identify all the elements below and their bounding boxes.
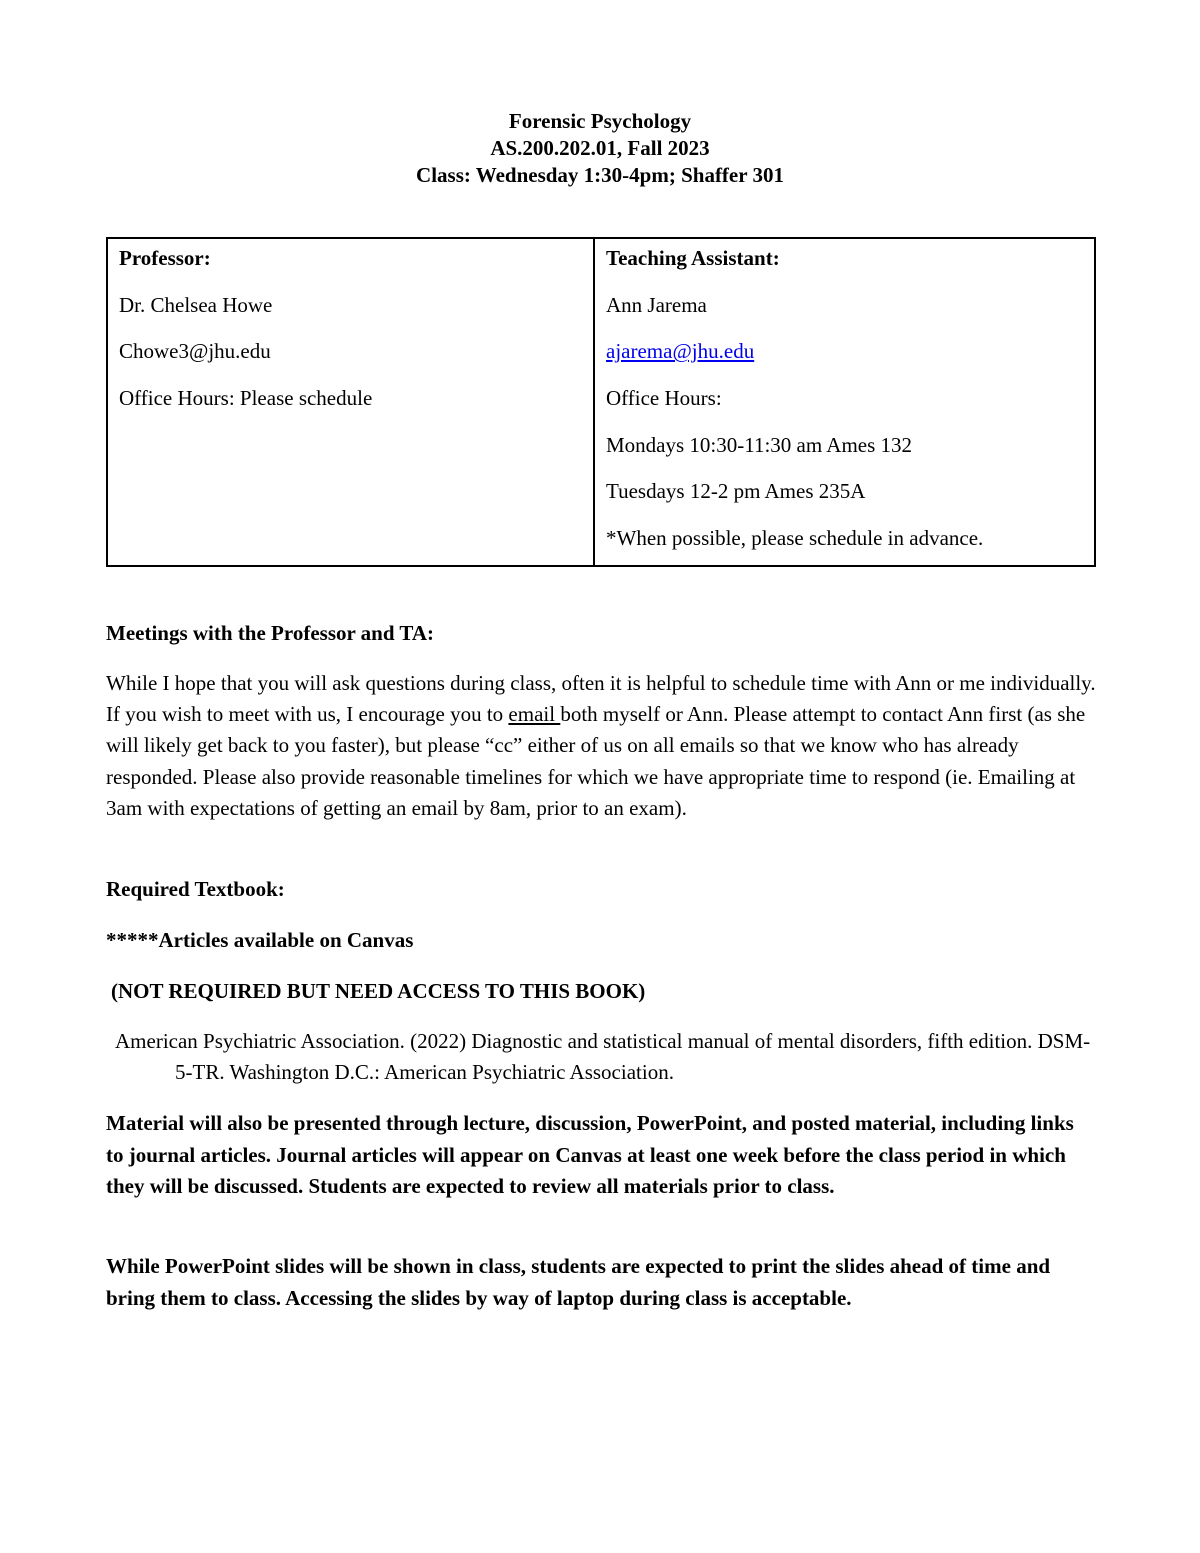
meetings-text-before: While I hope that you will ask questions during class, often it is helpful to schedule time with Ann or me individually. If you wish to meet with us, I encourage you to [106,671,1096,727]
ta-schedule-note: *When possible, please schedule in advance. [606,526,984,551]
class-info: Class: Wednesday 1:30-4pm; Shaffer 301 [416,163,784,187]
professor-heading: Professor: [119,246,211,270]
articles-note: *****Articles available on Canvas [106,928,414,952]
ta-column [595,239,1094,565]
email-link[interactable]: email [508,702,561,727]
ta-hours-monday: Mondays 10:30-11:30 am Ames 132 [606,432,913,457]
ta-name: Ann Jarema [606,292,707,317]
textbook-heading: Required Textbook: [106,877,285,901]
textbook-citation: American Psychiatric Association. (2022) Diagnostic and statistical manual of mental disorders, fifth edition. DSM-5-TR. Washington D.C.: American Psychiatric Association. [115,1029,1091,1084]
ta-hours-tuesday: Tuesdays 12-2 pm Ames 235A [606,479,866,504]
meetings-heading: Meetings with the Professor and TA: [106,621,435,645]
professor-office-hours: Office Hours: Please schedule [119,386,373,411]
meetings-paragraph [106,668,1096,824]
course-header [0,108,1200,189]
powerpoint-paragraph: While PowerPoint slides will be shown in class, students are expected to print the slides ahead of time and bring them to class. Accessing the slides by way of laptop during class is acceptable. [106,1254,1051,1310]
professor-name: Dr. Chelsea Howe [119,292,273,317]
contact-table [106,237,1096,567]
ta-heading: Teaching Assistant: [606,246,780,270]
course-title: Forensic Psychology [508,109,692,133]
ta-office-hours-label: Office Hours: [606,386,722,411]
professor-email: Chowe3@jhu.edu [119,339,271,364]
professor-column [108,239,595,565]
meetings-text-after: both myself or Ann. Please attempt to contact Ann first (as she will likely get back to you faster), but please “cc” either of us on all emails so that we know who has already responded. Please also provide reasonable timelines for which we have appropriate time to respond (ie. Emailing at 3am with expectations of getting an email by 8am, prior to an exam). [106,702,1086,820]
materials-paragraph: Material will also be presented through lecture, discussion, PowerPoint, and posted material, including links to journal articles. Journal articles will appear on Canvas at least one week before the class period in which they will be discussed. Students are expected to review all materials prior to class. [106,1111,1074,1198]
ta-email-link[interactable]: ajarema@jhu.edu [606,339,755,364]
course-code: AS.200.202.01, Fall 2023 [490,136,710,160]
not-required-note: (NOT REQUIRED BUT NEED ACCESS TO THIS BOOK) [111,979,646,1003]
